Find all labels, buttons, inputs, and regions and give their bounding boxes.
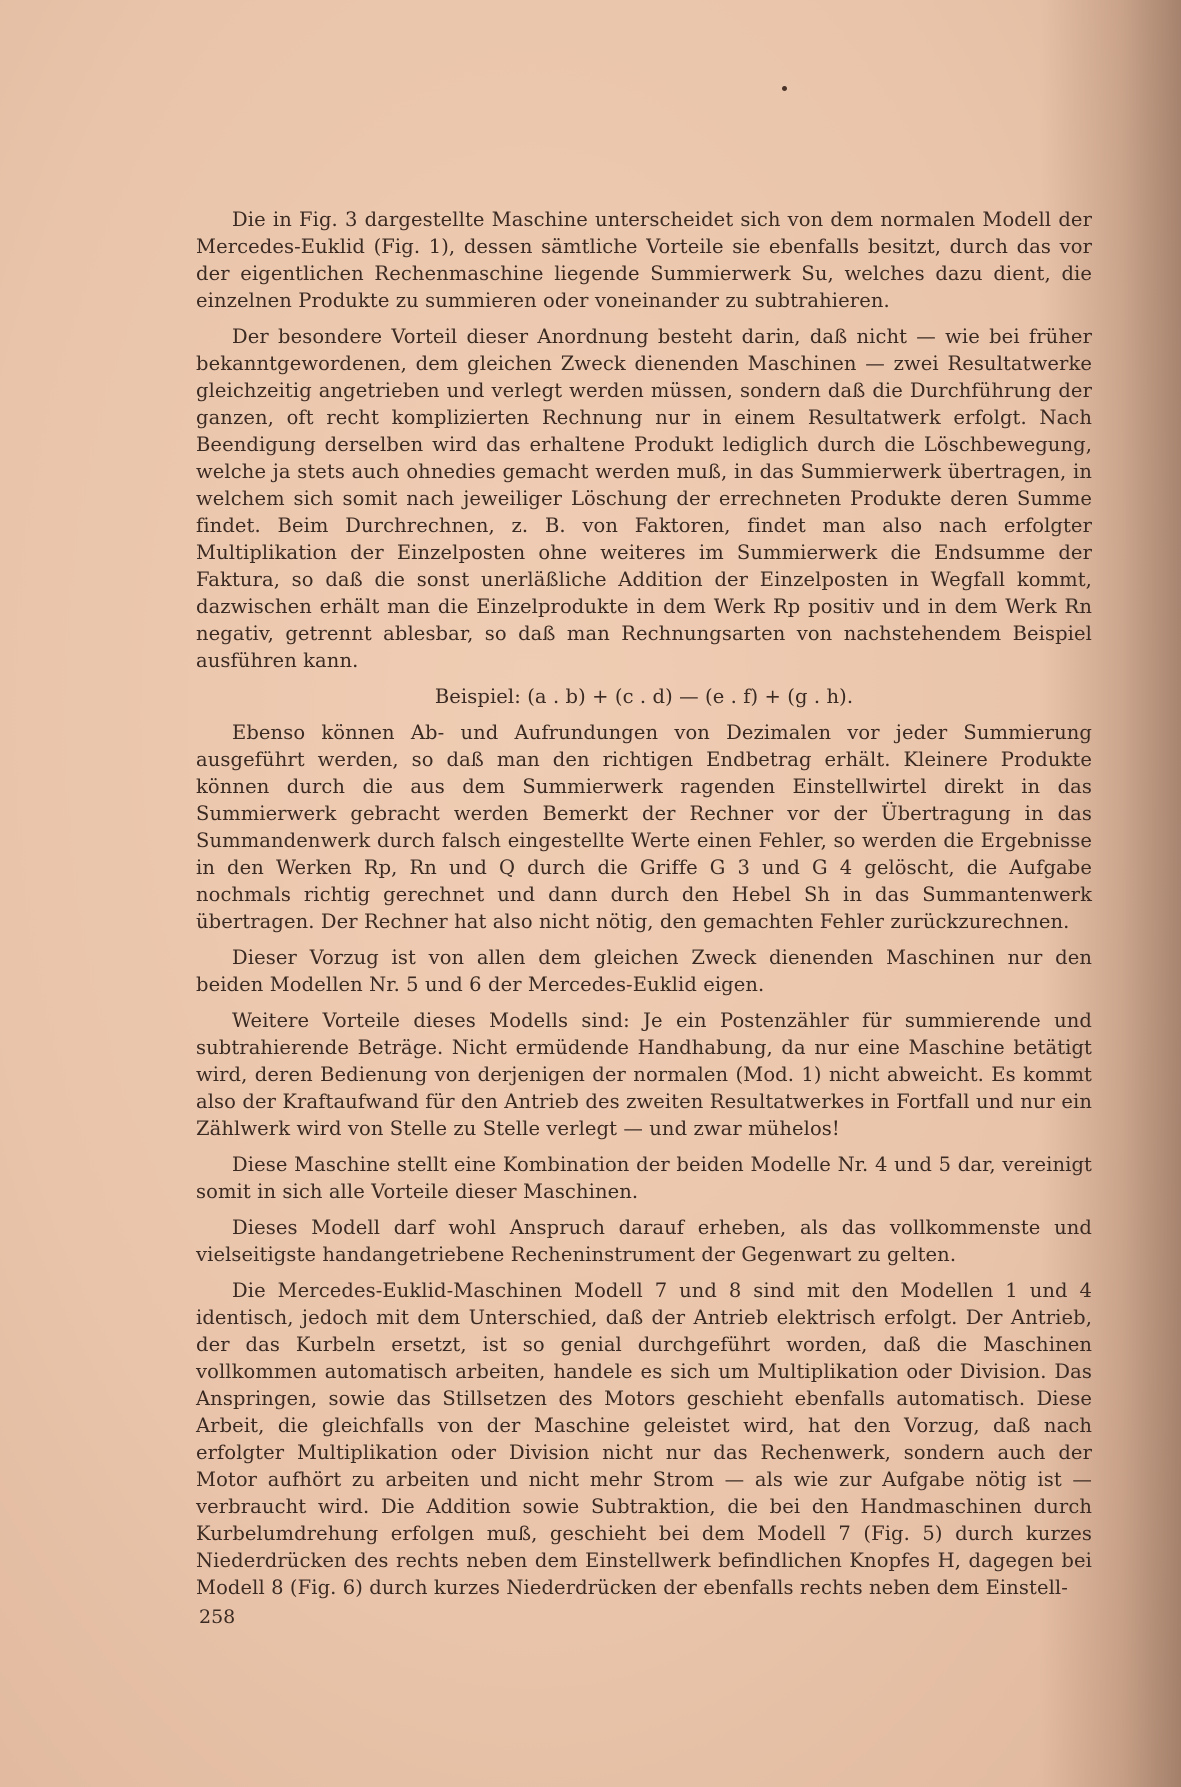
paragraph-aufrundungen: Ebenso können Ab- und Aufrundungen von Dezimalen vor jeder Summierung ausgeführt werden, so daß man den richtigen Endbetrag erhält. Kleinere Produkte können durch die aus dem Summierwerk ragenden Einstellwirtel direkt in das Summierwerk gebracht werden Bemerkt der Rechner vor der Übertragung in das Summandenwerk durch falsch eingestellte Werte einen Fehler, so werden die Ergebnisse in den Werken Rp, Rn und Q durch die Griffe G 3 und G 4 gelöscht, die Aufgabe nochmals richtig gerechnet und dann durch den Hebel Sh in das Summantenwerk übertragen. Der Rechner hat also nicht nötig, den gemachten Fehler zurückzurechnen. — [196, 721, 1092, 933]
paragraph-anordnung-vorteil: Der besondere Vorteil dieser Anordnung besteht darin, daß nicht — wie bei früher bekanntgewordenen, dem gleichen Zweck dienenden Maschinen — zwei Resultatwerke gleichzeitig angetrieben und verlegt werden müssen, sondern daß die Durchführung der ganzen, oft recht komplizierten Rechnung nur in einem Resultatwerk erfolgt. Nach Beendigung derselben wird das erhaltene Produkt lediglich durch die Löschbewegung, welche ja stets auch ohnedies gemacht werden muß, in das Summierwerk übertragen, in welchem sich somit nach jeweiliger Löschung der errechneten Produkte deren Summe findet. Beim Durchrechnen, z. B. von Faktoren, findet man also nach erfolgter Multiplikation der Einzelposten ohne weiteres im Summierwerk die Endsumme der Faktura, so daß die sonst unerläßliche Addition der Einzelposten in Wegfall kommt, dazwischen erhält man die Einzelprodukte in dem Werk Rp positiv und in dem Werk Rn negativ, getrennt ablesbar, so daß man Rechnungsarten von nachstehendem Beispiel ausführen kann. — [196, 325, 1092, 672]
example-formula: Beispiel: (a . b) + (c . d) — (e . f) + (g . h). — [434, 685, 854, 708]
paragraph-weitere-vorteile: Weitere Vorteile dieses Modells sind: Je ein Postenzähler für summierende und subtrahierende Beträge. Nicht ermüdende Handhabung, da nur eine Maschine betätigt wird, deren Bedienung von derjenigen der normalen (Mod. 1) nicht abweicht. Es kommt also der Kraftaufwand für den Antrieb des zweiten Resultatwerkes in Fortfall und nur ein Zählwerk wird von Stelle zu Stelle verlegt — und zwar mühelos! — [196, 1009, 1092, 1140]
paragraph-vorzug: Dieser Vorzug ist von allen dem gleichen Zweck dienenden Maschinen nur den beiden Modellen Nr. 5 und 6 der Mercedes-Euklid eigen. — [196, 946, 1092, 996]
paragraph-anspruch: Dieses Modell darf wohl Anspruch darauf erheben, als das vollkommenste und vielseitigste handangetriebene Recheninstrument der Gegenwart zu gelten. — [196, 1216, 1092, 1266]
paragraph-modell-7-8: Die Mercedes-Euklid-Maschinen Modell 7 und 8 sind mit den Modellen 1 und 4 identisch, jedoch mit dem Unterschied, daß der Antrieb elektrisch erfolgt. Der Antrieb, der das Kurbeln ersetzt, ist so genial durchgeführt worden, daß die Maschinen vollkommen automatisch arbeiten, handele es sich um Multiplikation oder Division. Das Anspringen, sowie das Stillsetzen des Motors geschieht ebenfalls automatisch. Diese Arbeit, die gleichfalls von der Maschine geleistet wird, hat den Vorzug, daß nach erfolgter Multiplikation oder Division nicht nur das Rechenwerk, sondern auch der Motor aufhört zu arbeiten und nicht mehr Strom — als wie zur Aufgabe nötig ist — verbraucht wird. Die Addition sowie Subtraktion, die bei den Handmaschinen durch Kurbelumdrehung erfolgen muß, geschieht bei dem Modell 7 (Fig. 5) durch kurzes Niederdrücken des rechts neben dem Einstellwerk befindlichen Knopfes H, dagegen bei Modell 8 (Fig. 6) durch kurzes Niederdrücken der ebenfalls rechts neben dem Einstell- — [196, 1279, 1092, 1599]
ink-speck — [782, 86, 787, 91]
body-text — [196, 206, 1092, 1610]
page-number: 258 — [199, 1606, 236, 1628]
paragraph-summierwerk-intro: Die in Fig. 3 dargestellte Maschine unterscheidet sich von dem normalen Modell der Mercedes-Euklid (Fig. 1), dessen sämtliche Vorteile sie ebenfalls besitzt, durch das vor der eigentlichen Rechenmaschine liegende Summierwerk Su, welches dazu dient, die einzelnen Produkte zu summieren oder voneinander zu subtrahieren. — [196, 208, 1092, 312]
paragraph-kombination: Diese Maschine stellt eine Kombination der beiden Modelle Nr. 4 und 5 dar, vereinigt somit in sich alle Vorteile dieser Maschinen. — [196, 1153, 1092, 1203]
